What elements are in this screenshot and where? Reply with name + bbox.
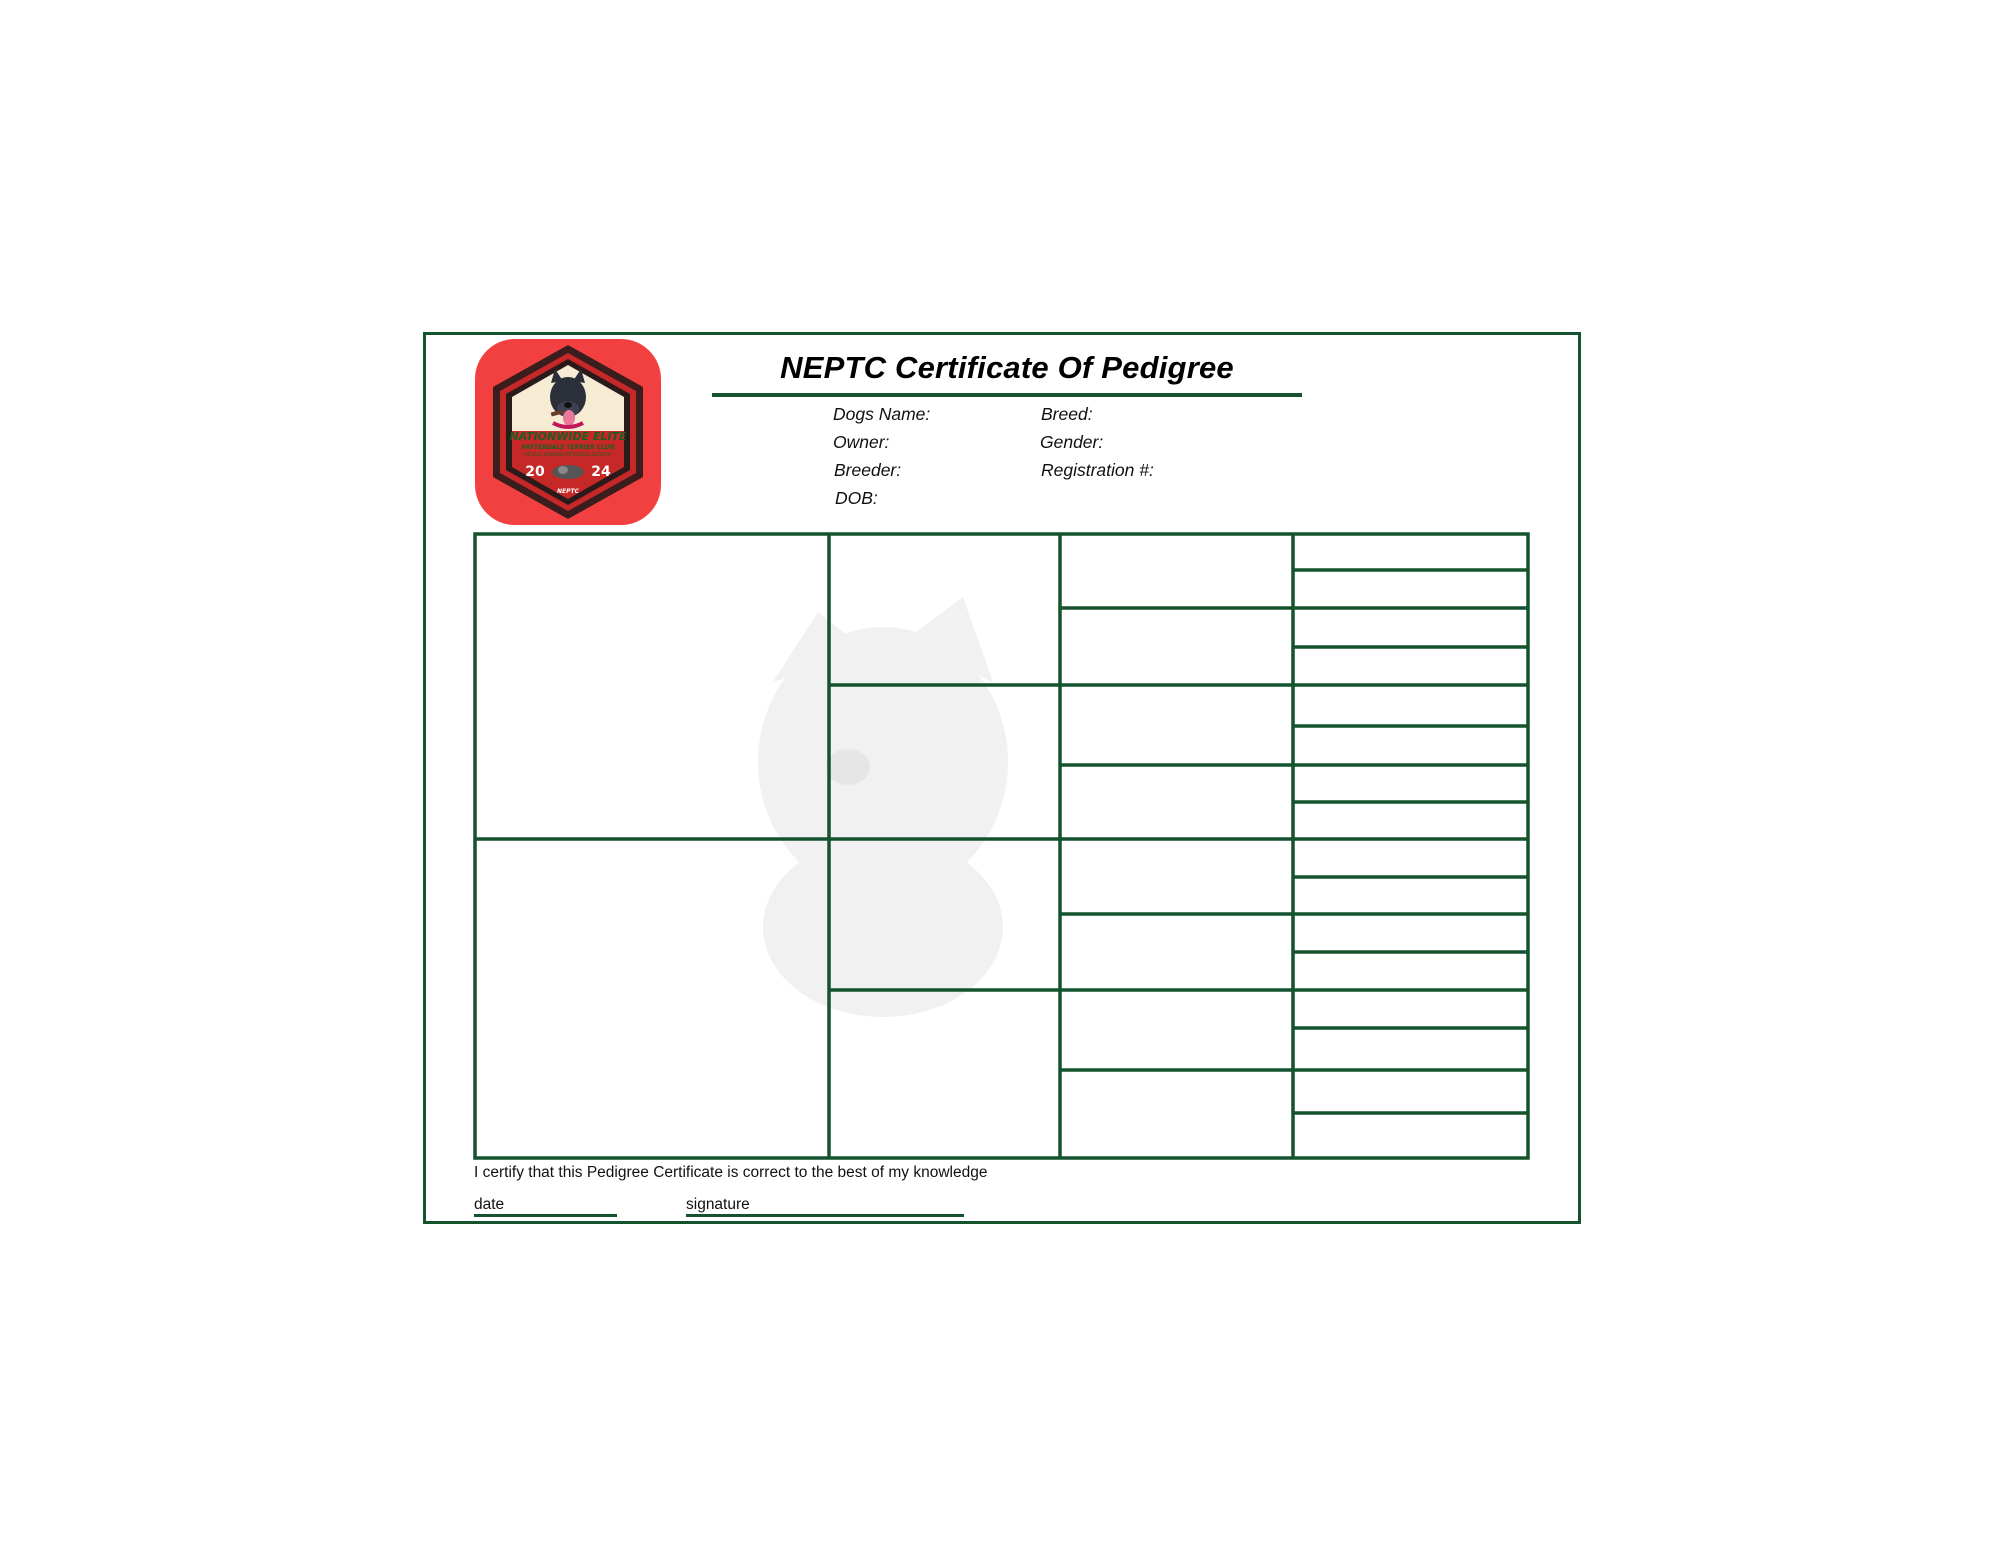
logo-line1: NATIONWIDE ELITE xyxy=(509,430,627,443)
dob-label: DOB: xyxy=(835,488,878,508)
owner-label: Owner: xyxy=(833,432,890,452)
date-line[interactable] xyxy=(474,1214,617,1217)
breed-label: Breed: xyxy=(1041,404,1093,424)
logo-badge: NEPTC xyxy=(556,488,580,495)
certificate-title: NEPTC Certificate Of Pedigree xyxy=(780,350,1234,385)
gender-label: Gender: xyxy=(1040,432,1104,452)
breeder-label: Breeder: xyxy=(834,460,902,480)
club-emblem-icon xyxy=(475,339,661,525)
logo-line2: PATTERDALE TERRIER CLUB xyxy=(521,444,615,451)
certification-statement: I certify that this Pedigree Certificate is correct to the best of my knowledge xyxy=(474,1164,988,1181)
neptc-logo xyxy=(475,339,661,525)
signature-line[interactable] xyxy=(686,1214,964,1217)
logo-line3: OFFICIAL WORKING PATTERDALE REGISTRY xyxy=(524,452,612,457)
title-underline xyxy=(712,393,1302,397)
logo-year-left: 20 xyxy=(525,464,545,480)
dog-watermark-icon xyxy=(758,597,1008,1017)
logo-year-right: 24 xyxy=(591,464,611,480)
signature-label: signature xyxy=(686,1196,750,1213)
date-label: date xyxy=(474,1196,505,1213)
pedigree-grid xyxy=(473,532,1530,1160)
dogs-name-label: Dogs Name: xyxy=(833,404,931,424)
pedigree-table xyxy=(473,532,1530,1160)
registration-label: Registration #: xyxy=(1041,460,1154,480)
